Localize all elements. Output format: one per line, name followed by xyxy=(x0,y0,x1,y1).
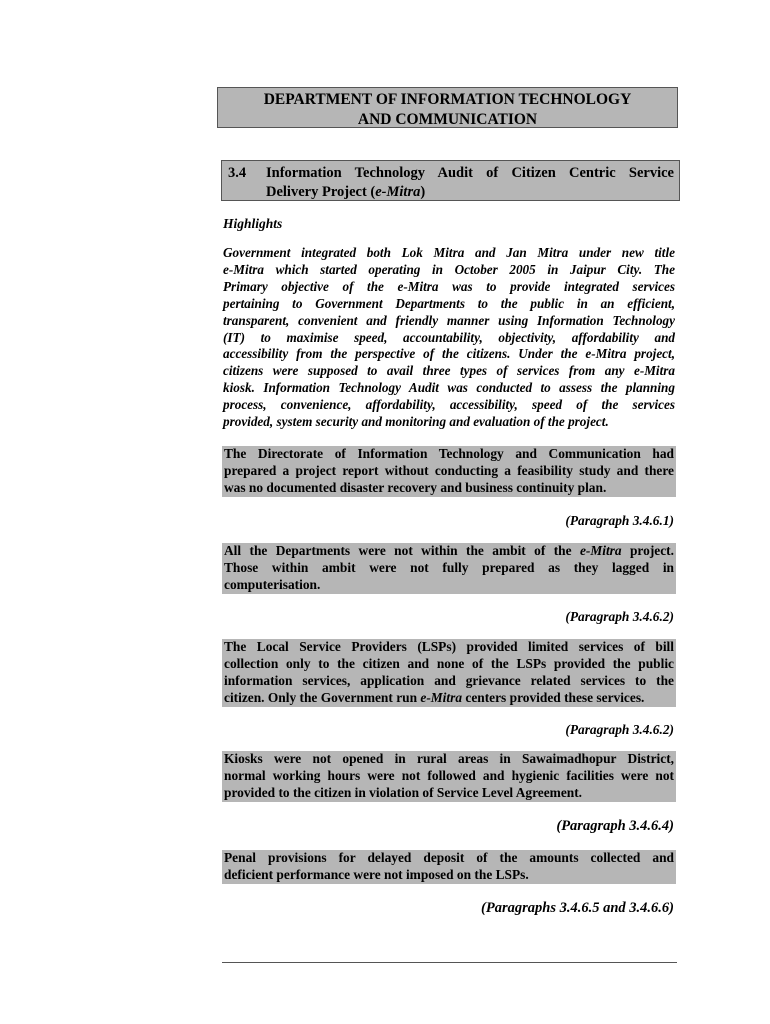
highlight-line xyxy=(224,543,674,560)
highlight-line: was no documented disaster recovery and business continuity plan. xyxy=(224,479,607,495)
highlight-line: computerisation. xyxy=(224,576,321,592)
intro-line: citizens were supposed to avail three types of services from any e-Mitra xyxy=(223,363,675,379)
highlight-line: prepared a project report without conducting a feasibility study and there xyxy=(224,462,674,478)
section-number: 3.4 xyxy=(228,165,247,181)
highlight-box-1 xyxy=(222,446,676,497)
section-title-line1: Information Technology Audit of Citizen Centric Service xyxy=(266,165,674,181)
highlight-line: Penal provisions for delayed deposit of the amounts collected and xyxy=(224,850,674,865)
intro-line: process, convenience, affordability, accessibility, speed of the services xyxy=(223,397,675,413)
highlight-box-5 xyxy=(222,850,676,884)
section-title-line2 xyxy=(266,184,425,200)
highlight-line-prefix: citizen. Only the Government run xyxy=(224,689,421,705)
section-title-line2-suffix: ) xyxy=(420,184,426,200)
intro-line: pertaining to Government Departments to the public in an efficient, xyxy=(223,295,675,311)
intro-line: Primary objective of the e-Mitra was to provide integrated services xyxy=(223,278,675,294)
paragraph-reference-2: (Paragraph 3.4.6.2) xyxy=(565,609,674,624)
intro-line: provided, system security and monitoring and evaluation of the project. xyxy=(223,414,609,430)
highlight-line: The Directorate of Information Technology and Communication had xyxy=(224,446,674,461)
section-title xyxy=(266,164,674,202)
highlight-line-italic: e-Mitra xyxy=(420,689,463,705)
highlight-line xyxy=(224,690,674,707)
highlights-heading: Highlights xyxy=(223,216,283,231)
highlight-line: provided to the citizen in violation of Service Level Agreement. xyxy=(224,784,583,800)
paragraph-reference-3: (Paragraph 3.4.6.2) xyxy=(565,722,674,737)
section-heading xyxy=(221,160,680,201)
highlight-line: information services, application and grievance related services to the xyxy=(224,672,674,688)
intro-line: e-Mitra which started operating in October 2005 in Jaipur City. The xyxy=(223,261,675,277)
highlight-line-prefix: All the Departments were not within the ambit of the xyxy=(224,543,580,558)
department-header-line1: DEPARTMENT OF INFORMATION TECHNOLOGY xyxy=(263,91,632,108)
paragraph-reference-4: (Paragraph 3.4.6.4) xyxy=(556,818,674,834)
highlight-box-4 xyxy=(222,751,676,802)
department-header-line2: AND COMMUNICATION xyxy=(357,111,538,128)
intro-line: (IT) to maximise speed, accountability, objectivity, affordability and xyxy=(223,329,675,345)
paragraph-reference-5: (Paragraphs 3.4.6.5 and 3.4.6.6) xyxy=(481,900,674,916)
highlight-line-suffix: centers provided these services. xyxy=(462,689,645,705)
highlight-line-italic: e-Mitra xyxy=(579,543,622,558)
highlight-line: Those within ambit were not fully prepared as they lagged in xyxy=(224,559,674,575)
highlight-line: normal working hours were not followed and hygienic facilities were not xyxy=(224,767,674,783)
intro-line: kiosk. Information Technology Audit was conducted to assess the planning xyxy=(223,380,675,396)
section-title-line2-italic: e-Mitra xyxy=(375,184,421,200)
highlight-box-2 xyxy=(222,543,676,594)
intro-line: transparent, convenient and friendly manner using Information Technology xyxy=(223,312,675,328)
highlight-line: collection only to the citizen and none of the LSPs provided the public xyxy=(224,655,674,671)
department-header xyxy=(217,87,678,128)
highlight-box-3 xyxy=(222,639,676,707)
highlight-line: The Local Service Providers (LSPs) provided limited services of bill xyxy=(224,639,674,654)
section-title-line2-prefix: Delivery Project ( xyxy=(266,184,376,200)
intro-paragraph xyxy=(223,245,675,431)
footer-divider xyxy=(222,962,677,963)
intro-line: accessibility from the perspective of the citizens. Under the e-Mitra project, xyxy=(223,346,675,362)
paragraph-reference-1: (Paragraph 3.4.6.1) xyxy=(565,513,674,528)
highlight-line: deficient performance were not imposed on the LSPs. xyxy=(224,866,529,882)
highlight-line: Kiosks were not opened in rural areas in Sawaimadhopur District, xyxy=(224,751,674,766)
highlight-line-suffix: project. xyxy=(621,543,674,558)
intro-line: Government integrated both Lok Mitra and Jan Mitra under new title xyxy=(223,245,675,260)
